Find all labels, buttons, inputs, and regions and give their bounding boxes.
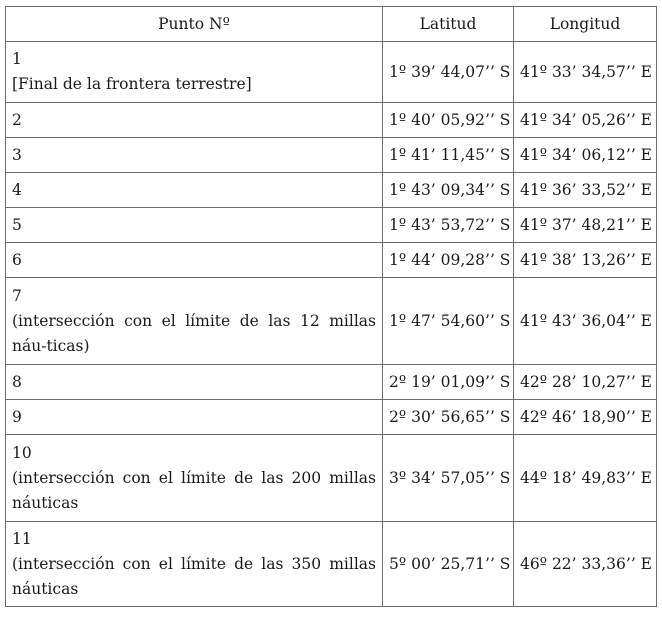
table-row bbox=[6, 400, 657, 435]
cell-latitud: 2º 19’ 01,09’’ S bbox=[383, 365, 514, 400]
coordinates-table bbox=[5, 6, 657, 607]
point-number: 5 bbox=[12, 215, 22, 234]
table-row bbox=[6, 522, 657, 607]
point-number: 6 bbox=[12, 250, 22, 269]
cell-longitud: 44º 18’ 49,83’’ E bbox=[514, 435, 657, 522]
header-punto: Punto Nº bbox=[6, 7, 383, 42]
point-number: 7 bbox=[12, 286, 22, 305]
cell-punto bbox=[6, 208, 383, 243]
point-note: (intersección con el límite de las 12 millas náu-ticas) bbox=[12, 311, 376, 355]
cell-punto bbox=[6, 435, 383, 522]
cell-punto bbox=[6, 103, 383, 138]
cell-latitud: 1º 43’ 53,72’’ S bbox=[383, 208, 514, 243]
table-header bbox=[6, 7, 657, 42]
point-note: [Final de la frontera terrestre] bbox=[12, 75, 252, 93]
cell-longitud: 41º 34’ 06,12’’ E bbox=[514, 138, 657, 173]
cell-latitud: 1º 43’ 09,34’’ S bbox=[383, 173, 514, 208]
table-body bbox=[6, 42, 657, 607]
cell-latitud: 1º 39’ 44,07’’ S bbox=[383, 42, 514, 103]
cell-longitud: 41º 33’ 34,57’’ E bbox=[514, 42, 657, 103]
table-row bbox=[6, 435, 657, 522]
point-number: 9 bbox=[12, 407, 22, 426]
header-longitud: Longitud bbox=[514, 7, 657, 42]
table-row bbox=[6, 365, 657, 400]
point-number: 2 bbox=[12, 110, 22, 129]
cell-punto bbox=[6, 138, 383, 173]
table-row bbox=[6, 42, 657, 103]
cell-longitud: 41º 37’ 48,21’’ E bbox=[514, 208, 657, 243]
cell-longitud: 41º 43’ 36,04’’ E bbox=[514, 278, 657, 365]
header-row bbox=[6, 7, 657, 42]
cell-longitud: 41º 36’ 33,52’’ E bbox=[514, 173, 657, 208]
cell-punto bbox=[6, 42, 383, 103]
table-row bbox=[6, 208, 657, 243]
cell-punto bbox=[6, 243, 383, 278]
cell-punto bbox=[6, 278, 383, 365]
cell-longitud: 42º 28’ 10,27’’ E bbox=[514, 365, 657, 400]
cell-latitud: 1º 41’ 11,45’’ S bbox=[383, 138, 514, 173]
point-number: 11 bbox=[12, 529, 32, 548]
cell-latitud: 5º 00’ 25,71’’ S bbox=[383, 522, 514, 607]
cell-punto bbox=[6, 522, 383, 607]
cell-punto bbox=[6, 400, 383, 435]
cell-longitud: 42º 46’ 18,90’’ E bbox=[514, 400, 657, 435]
header-latitud: Latitud bbox=[383, 7, 514, 42]
cell-punto bbox=[6, 173, 383, 208]
table-row bbox=[6, 173, 657, 208]
table-row bbox=[6, 243, 657, 278]
point-number: 4 bbox=[12, 180, 22, 199]
table-row bbox=[6, 278, 657, 365]
table-row bbox=[6, 138, 657, 173]
cell-latitud: 3º 34’ 57,05’’ S bbox=[383, 435, 514, 522]
cell-longitud: 46º 22’ 33,36’’ E bbox=[514, 522, 657, 607]
cell-punto bbox=[6, 365, 383, 400]
point-note: (intersección con el límite de las 200 millas náuticas bbox=[12, 468, 376, 512]
point-number: 1 bbox=[12, 50, 22, 68]
cell-latitud: 1º 47’ 54,60’’ S bbox=[383, 278, 514, 365]
cell-longitud: 41º 34’ 05,26’’ E bbox=[514, 103, 657, 138]
cell-latitud: 2º 30’ 56,65’’ S bbox=[383, 400, 514, 435]
cell-longitud: 41º 38’ 13,26’’ E bbox=[514, 243, 657, 278]
point-number: 10 bbox=[12, 443, 32, 462]
table-row bbox=[6, 103, 657, 138]
cell-latitud: 1º 44’ 09,28’’ S bbox=[383, 243, 514, 278]
point-note: (intersección con el límite de las 350 millas náuticas bbox=[12, 554, 376, 598]
point-number: 8 bbox=[12, 372, 22, 391]
point-number: 3 bbox=[12, 145, 22, 164]
cell-latitud: 1º 40’ 05,92’’ S bbox=[383, 103, 514, 138]
